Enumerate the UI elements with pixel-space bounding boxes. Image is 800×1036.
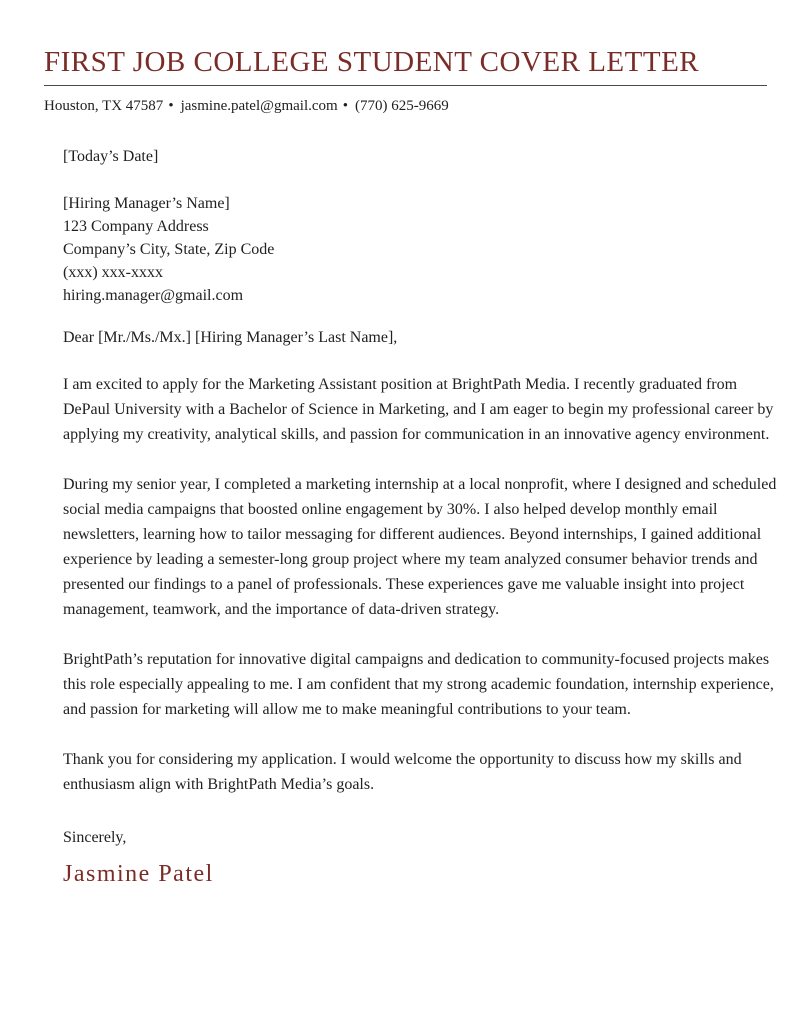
recipient-city-state-zip: Company’s City, State, Zip Code <box>63 241 275 259</box>
contact-line <box>44 95 767 117</box>
recipient-phone: (xxx) xxx-xxxx <box>63 264 163 282</box>
recipient-address-block <box>63 192 778 307</box>
body-paragraph-thank-you: Thank you for considering my application. I would welcome the opportunity to discuss how my skills and enthusiasm align with BrightPath Media’s goals. <box>63 751 742 794</box>
body-paragraph-company-fit: BrightPath’s reputation for innovative digital campaigns and dedication to community-focused projects makes this role especially appealing to me. I am confident that my strong academic foundation, internship experience, and passion for marketing will allow me to make meaningful contributions to your team. <box>63 651 774 719</box>
contact-phone: (770) 625-9669 <box>354 98 449 115</box>
contact-email: jasmine.patel@gmail.com <box>180 98 338 115</box>
date-placeholder: [Today’s Date] <box>63 148 159 166</box>
recipient-name: [Hiring Manager’s Name] <box>63 195 230 213</box>
contact-location: Houston, TX 47587 <box>44 98 164 115</box>
salutation: Dear [Mr./Ms./Mx.] [Hiring Manager’s Last Name], <box>63 329 398 347</box>
bullet-separator: • <box>342 98 348 115</box>
signature-name: Jasmine Patel <box>63 861 214 888</box>
letter-header <box>0 0 800 117</box>
title-divider <box>44 85 767 86</box>
page-title: FIRST JOB COLLEGE STUDENT COVER LETTER <box>44 46 700 78</box>
body-paragraph-intro: I am excited to apply for the Marketing Assistant position at BrightPath Media. I recently graduated from DePaul University with a Bachelor of Science in Marketing, and I am eager to begin my professional career by applying my creativity, analytical skills, and passion for communication in an innovative agency environment. <box>63 376 774 444</box>
body-paragraph-experience: During my senior year, I completed a marketing internship at a local nonprofit, where I designed and scheduled social media campaigns that boosted online engagement by 30%. I also helped develop monthly email newsletters, learning how to tailor messaging for different audiences. Beyond internships, I gained additional experience by leading a semester-long group project where my team analyzed consumer behavior trends and presented our findings to a panel of professionals. These experiences gave me valuable insight into project management, teamwork, and the importance of data-driven strategy. <box>63 476 777 619</box>
closing-line: Sincerely, <box>63 829 127 847</box>
recipient-street-address: 123 Company Address <box>63 218 209 236</box>
recipient-email: hiring.manager@gmail.com <box>63 287 244 305</box>
letter-body <box>0 144 800 889</box>
bullet-separator: • <box>168 98 174 115</box>
